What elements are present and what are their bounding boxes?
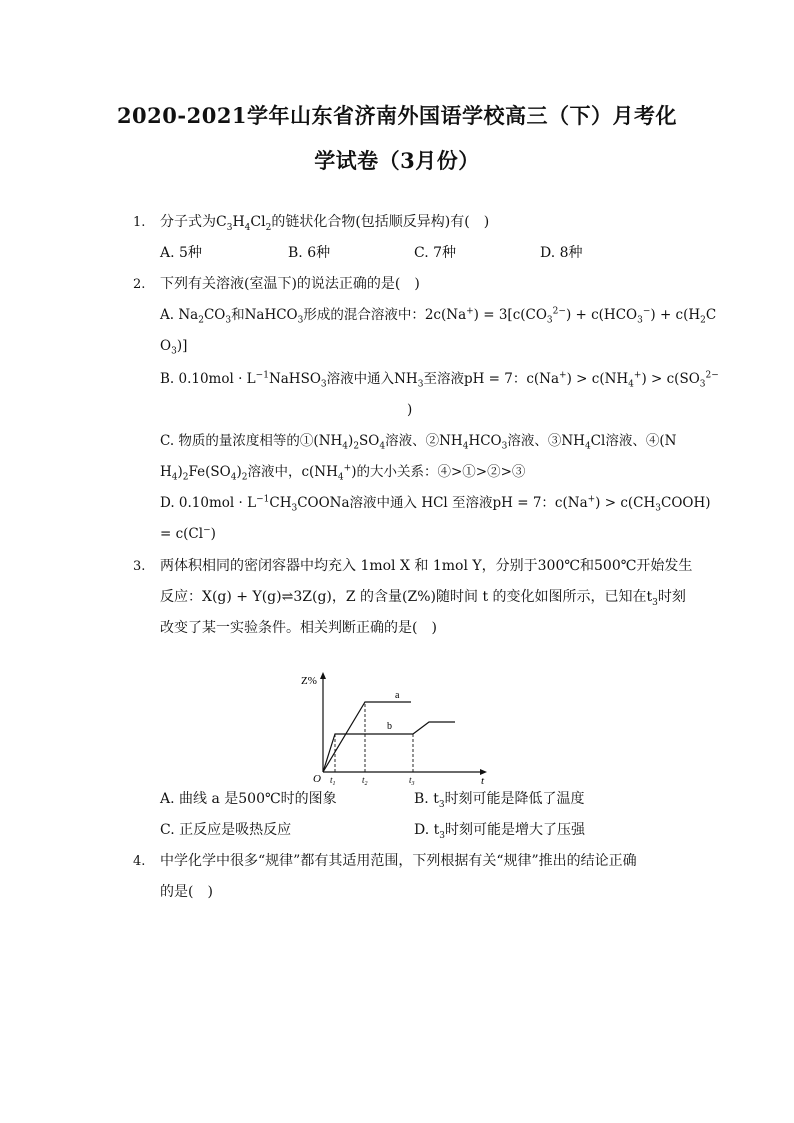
graph-x-label: t bbox=[481, 775, 485, 786]
question-3-option-a: A. 曲线 a 是500℃时的图象 bbox=[160, 791, 337, 807]
question-3-option-d: D. $t_3$时刻可能是增大了压强 bbox=[414, 822, 585, 841]
question-2-number: 2. bbox=[133, 277, 146, 292]
question-2-option-c-line1: C. 物质的量浓度相等的$①(NH_4)_2SO_4$溶液、$②NH_4HCO_3$溶液、$③NH_4Cl$溶液、④(N bbox=[160, 433, 677, 452]
question-4-stem-line1: 中学化学中很多“规律”都有其适用范围，下列根据有关“规律”推出的结论正确 bbox=[160, 853, 637, 869]
question-3-graph bbox=[295, 668, 500, 786]
question-1-option-d: D. 8种 bbox=[540, 245, 583, 261]
question-2-stem: 下列有关溶液(室温下)的说法正确的是( ) bbox=[160, 276, 420, 292]
graph-origin: O bbox=[313, 773, 321, 785]
question-2-option-b-line1: B. $0.10mol \cdot L^{-1}NaHSO_3$溶液中通入$NH_3$至溶液pH = 7：$c(Na^+) > c(NH_4^+) > c(SO_3^{2-}$ bbox=[160, 370, 719, 390]
question-2-option-a-line2: $O_3$)] bbox=[160, 338, 188, 357]
question-4-stem-line2: 的是( ) bbox=[160, 884, 213, 900]
question-2-option-a-line1: A. $Na_2CO_3$和NaHCO$_3$形成的混合溶液中：$2c(Na^+) = 3[c(CO_3^{2-}) + c(HCO_3^-) + c(H_2C$ bbox=[160, 306, 717, 326]
paper-title-line1: 2020-2021学年山东省济南外国语学校高三（下）月考化 bbox=[116, 103, 678, 128]
question-4-number: 4. bbox=[133, 854, 146, 869]
question-2-option-d-line2: = c(Cl−) bbox=[160, 525, 216, 542]
graph-curve-b-label: b bbox=[387, 721, 392, 732]
question-2-option-c-line2: $H_4)_2Fe(SO_4)_2$溶液中，$c(NH_4^+)$的大小关系：④>①>②>③ bbox=[160, 463, 526, 483]
question-1-stem: 分子式为$C_3H_4Cl_2$的链状化合物(包括顺反异构)有( ) bbox=[160, 214, 490, 233]
question-1-option-b: B. 6种 bbox=[288, 245, 331, 261]
graph-y-label: Z% bbox=[301, 675, 317, 687]
question-3-option-c: C. 正反应是吸热反应 bbox=[160, 822, 292, 838]
question-1-number: 1. bbox=[133, 215, 146, 230]
graph-curve-a-label: a bbox=[395, 690, 400, 701]
question-1-option-c: C. 7种 bbox=[414, 245, 457, 261]
graph-curve-a bbox=[323, 702, 411, 772]
question-3-stem-line2: 反应：X(g) + Y(g)⇌3Z(g)，Z 的含量(Z%)随时间 t 的变化如图所示，已知在$t_3$时刻 bbox=[160, 589, 686, 608]
paper-title-line2: 学试卷（3月份） bbox=[314, 148, 480, 173]
graph-tick-t3: $t_3$ bbox=[409, 775, 415, 786]
question-1-option-a: A. 5种 bbox=[160, 245, 202, 261]
graph-tick-t2: $t_2$ bbox=[362, 775, 368, 786]
question-2-option-d-line1: D. $0.10mol \cdot L^{-1}CH_3COONa$溶液中通入 HCl 至溶液pH = 7：$c(Na^+) > c(CH_3COOH)$ bbox=[160, 494, 711, 514]
graph-tick-t1: $t_1$ bbox=[330, 775, 336, 786]
question-3-option-b: B. $t_3$时刻可能是降低了温度 bbox=[414, 791, 585, 810]
question-3-stem-line3: 改变了某一实验条件。相关判断正确的是( ) bbox=[160, 620, 437, 636]
question-3-number: 3. bbox=[133, 559, 146, 574]
graph-y-arrow bbox=[320, 672, 326, 679]
question-3-stem-line1: 两体积相同的密闭容器中均充入 1mol X 和 1mol Y，分别于300℃和500℃开始发生 bbox=[160, 558, 693, 574]
question-2-option-b-line2: ) bbox=[407, 402, 413, 418]
